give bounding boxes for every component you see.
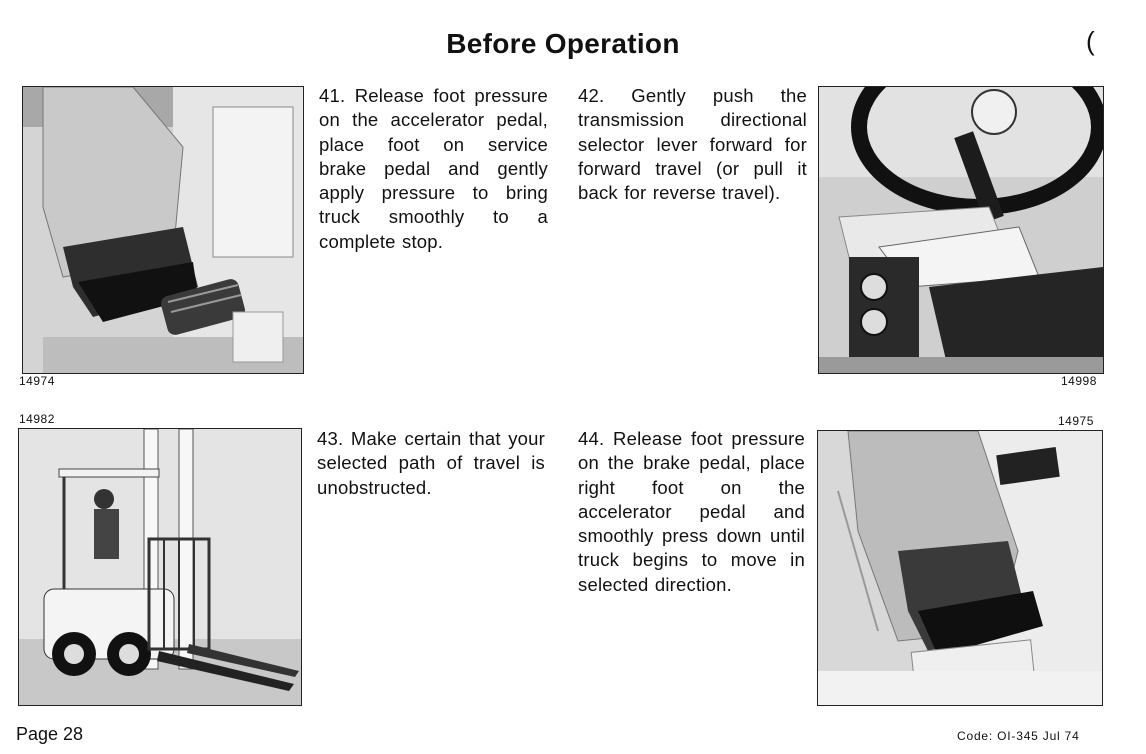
step-text: Gently push the transmission directional selector lever forward for forward travel (or pull it back for reverse travel). [578,85,807,204]
step-text: Release foot pressure on the accelerator pedal, place foot on service brake pedal and gently apply pressure to bring truck smoothly to a complete stop. [319,85,548,252]
step-44 [578,427,805,597]
step-text: Make certain that your selected path of travel is unobstructed. [317,428,546,498]
brake-pedal-illustration [23,87,303,373]
step-43 [317,427,545,500]
margin-mark: ( [1086,26,1095,56]
step-42 [578,84,807,205]
page-number: Page 28 [16,724,84,744]
photo-forklift-operator [18,428,302,706]
directional-lever-illustration [819,87,1103,373]
page-title: Before Operation [446,28,680,59]
step-41 [319,84,548,254]
step-number: 42. [578,85,605,106]
figure-number: 14975 [1058,414,1094,428]
photo-accelerator-pedal [817,430,1103,706]
forklift-illustration [19,429,301,705]
step-number: 44. [578,428,605,449]
photo-brake-pedal [22,86,304,374]
step-text: Release foot pressure on the brake pedal, place right foot on the accelerator pedal and smoothly press down until truck begins to move in selected direction. [578,428,805,595]
step-number: 43. [317,428,344,449]
document-code: Code: OI-345 Jul 74 [957,729,1080,743]
figure-number: 14974 [19,374,55,388]
photo-directional-lever [818,86,1104,374]
figure-number: 14982 [19,412,55,426]
figure-number: 14998 [1061,374,1097,388]
step-number: 41. [319,85,346,106]
accelerator-pedal-illustration [818,431,1102,705]
